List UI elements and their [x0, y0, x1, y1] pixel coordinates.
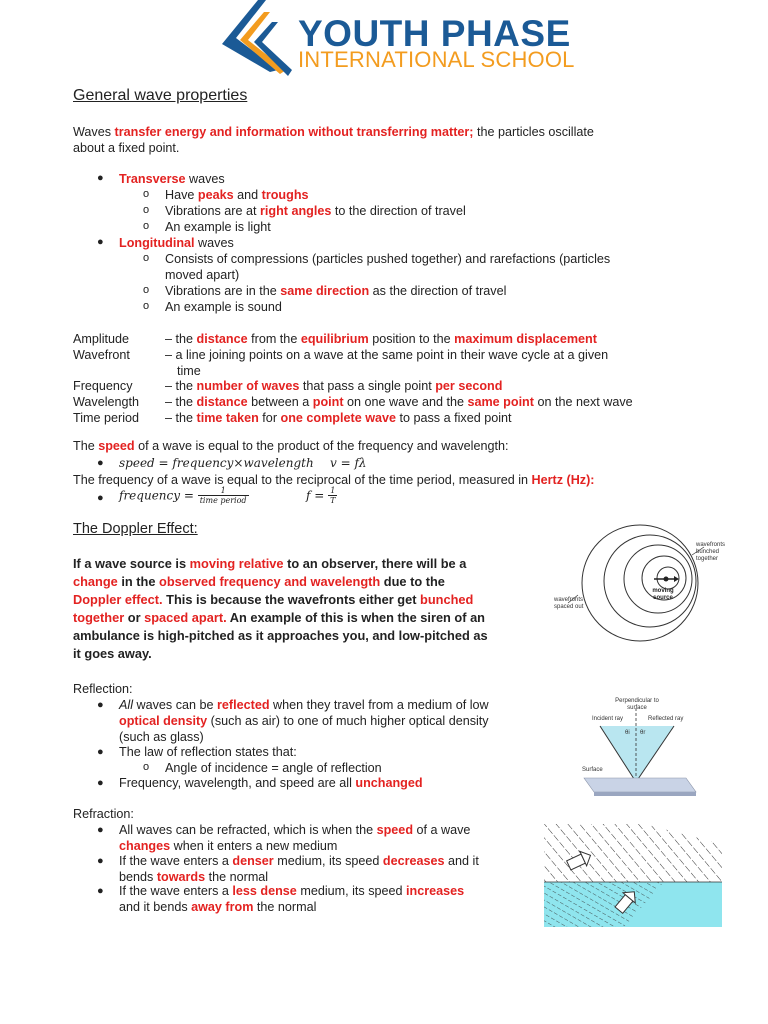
fb3d: increases [406, 884, 465, 898]
rb1b: waves can be [133, 698, 218, 712]
label-surface: Surface [582, 767, 603, 773]
freq-num: 1 [198, 486, 249, 496]
dc: from the [247, 332, 301, 346]
transverse-term: Transverse [119, 172, 186, 186]
dp7: due to the [380, 574, 445, 589]
logo-emblem [218, 0, 302, 80]
dp8: Doppler effect. [73, 592, 163, 607]
sa: The [73, 439, 99, 453]
refraction-diagram [544, 824, 722, 927]
freq-f-den: T [330, 496, 336, 505]
frequency-equation [119, 486, 249, 505]
dp4: change [73, 574, 118, 589]
rb1d: when they travel from a medium of low [269, 698, 489, 712]
freq-fraction [198, 486, 249, 505]
fb2f: bends [119, 870, 157, 884]
fb2g: towards [156, 870, 206, 884]
transverse-item-2 [165, 203, 466, 219]
frequency-equation-symbolic [306, 486, 337, 505]
def-timeperiod-term: Time period [73, 411, 140, 425]
refraction-waves-icon [544, 824, 722, 927]
refraction-item-1b [119, 838, 337, 854]
speed-equation: speed = frequency×wavelength [119, 456, 314, 470]
fb1b: speed [376, 823, 414, 837]
sub-bullet-icon: o [143, 220, 150, 232]
l2a: Vibrations are in the [165, 284, 281, 298]
def-wavefront-desc: – a line joining points on a wave at the same point in their wave cycle at a given [165, 348, 609, 362]
transverse-rest: waves [185, 172, 225, 186]
fb2h: the normal [205, 870, 269, 884]
bullet-icon: ● [97, 492, 104, 504]
t2a: Vibrations are at [165, 204, 260, 218]
reflection-heading: Reflection: [73, 682, 133, 696]
reflection-law: Angle of incidence = angle of reflection [165, 761, 382, 775]
label-theta-r: θr [640, 730, 646, 736]
reflection-item-1b [119, 713, 489, 729]
bullet-icon: ● [97, 855, 104, 867]
intro-highlight: transfer energy and information without transferring matter; [114, 125, 474, 139]
fb2b: denser [232, 854, 274, 868]
dp15: ambulance is high-pitched as it approaches you, and low-pitched as [73, 628, 488, 643]
qb: Hertz (Hz): [531, 473, 595, 487]
qa: The frequency of a wave is equal to the reciprocal of the time period, measured in [73, 473, 532, 487]
fc: that pass a single point [299, 379, 436, 393]
transverse-item-1 [165, 187, 309, 203]
label-reflected-ray: Reflected ray [648, 716, 684, 722]
reflection-item-3 [119, 775, 423, 791]
dp5: in the [117, 574, 160, 589]
refraction-item-2 [119, 853, 479, 869]
t2c: to the direction of travel [331, 204, 466, 218]
sub-bullet-icon: o [143, 300, 150, 312]
doppler-wavefronts-icon [548, 517, 732, 649]
longitudinal-item-1a: Consists of compressions (particles pushed together) and rarefactions (particles [165, 252, 611, 266]
dp11: together [73, 610, 125, 625]
freq-f-fraction [328, 486, 337, 505]
refraction-item-3b [119, 899, 316, 915]
def-wavelength-term: Wavelength [73, 395, 140, 409]
fb1e: when it enters a new medium [170, 839, 338, 853]
def-wavefront-desc-2: time [177, 364, 201, 378]
logo-subtitle: INTERNATIONAL SCHOOL [298, 47, 575, 72]
fb3f: away from [191, 900, 254, 914]
rb1a: All [119, 698, 133, 712]
logo-title: YOUTH PHASE [298, 13, 571, 54]
doppler-heading: The Doppler Effect: [73, 521, 198, 537]
refraction-heading: Refraction: [73, 807, 134, 821]
def-frequency-term: Frequency [73, 379, 133, 393]
dp14: An example of this is when the siren of an [226, 610, 485, 625]
t1b: peaks [197, 188, 234, 202]
wb: distance [196, 395, 248, 409]
intro-line-2: about a fixed point. [73, 141, 180, 155]
freq-f: f = [306, 488, 325, 503]
sub-bullet-icon: o [143, 761, 150, 773]
bullet-icon: ● [97, 885, 104, 897]
sub-bullet-icon: o [143, 284, 150, 296]
sb: speed [98, 439, 135, 453]
longitudinal-item-2 [165, 283, 506, 299]
def-wavelength-desc [165, 394, 633, 410]
dp2: moving relative [189, 556, 284, 571]
freq-den: time period [199, 496, 247, 505]
fb1a: All waves can be refracted, which is when the [119, 823, 377, 837]
bullet-icon: ● [97, 172, 104, 184]
tc: for [258, 411, 281, 425]
dd: equilibrium [300, 332, 369, 346]
wc: between a [247, 395, 313, 409]
longitudinal-item-3: An example is sound [165, 300, 282, 314]
def-amplitude-term: Amplitude [73, 332, 130, 346]
tb: time taken [196, 411, 259, 425]
wa: – the [165, 395, 197, 409]
reflection-item-1 [119, 697, 489, 713]
dp12: or [124, 610, 145, 625]
speed-equation-symbolic: v = fλ [330, 456, 367, 470]
rb1f: (such as air) to one of much higher optical density [207, 714, 489, 728]
rb1c: reflected [217, 698, 270, 712]
intro-text: Waves [73, 125, 115, 139]
fa: – the [165, 379, 197, 393]
transverse-item-3: An example is light [165, 220, 271, 234]
fb1c: of a wave [413, 823, 471, 837]
longitudinal-rest: waves [194, 236, 234, 250]
reflection-diagram [578, 694, 698, 798]
wf: same point [467, 395, 534, 409]
l2b: same direction [280, 284, 370, 298]
bullet-icon: ● [97, 457, 104, 469]
rb3a: Frequency, wavelength, and speed are all [119, 776, 356, 790]
intro-line-1 [73, 124, 594, 140]
we: on one wave and the [343, 395, 468, 409]
label-incident-ray: Incident ray [592, 716, 624, 722]
def-frequency-desc [165, 378, 502, 394]
longitudinal-term: Longitudinal [119, 236, 195, 250]
df: maximum displacement [454, 332, 597, 346]
dp16: it goes away. [73, 646, 152, 661]
t1d: troughs [261, 188, 309, 202]
da: – the [165, 332, 197, 346]
de: position to the [368, 332, 455, 346]
bullet-icon: ● [97, 699, 104, 711]
sc: of a wave is equal to the product of the frequency and wavelength: [134, 439, 509, 453]
page-title: General wave properties [73, 87, 248, 104]
sub-bullet-icon: o [143, 252, 150, 264]
l2c: as the direction of travel [369, 284, 507, 298]
fb: number of waves [196, 379, 300, 393]
transverse-heading [119, 171, 225, 187]
dp13: spaced apart. [144, 610, 227, 625]
fb2e: and it [444, 854, 479, 868]
dp3: to an observer, there will be a [283, 556, 467, 571]
refraction-item-3 [119, 883, 464, 899]
def-wavefront-term: Wavefront [73, 348, 130, 362]
bullet-icon: ● [97, 777, 104, 789]
sub-bullet-icon: o [143, 204, 150, 216]
label-bunched: wavefronts bunched together [696, 542, 726, 562]
t1a: Have [165, 188, 198, 202]
bullet-icon: ● [97, 236, 104, 248]
wd: point [312, 395, 344, 409]
t2b: right angles [259, 204, 332, 218]
reflection-item-2: The law of reflection states that: [119, 745, 297, 759]
fb1d: changes [119, 839, 171, 853]
def-amplitude-desc [165, 331, 597, 347]
label-theta-i: θi [625, 730, 630, 736]
rb3b: unchanged [355, 776, 423, 790]
ta: – the [165, 411, 197, 425]
speed-line [73, 438, 508, 454]
fb2c: medium, its speed [273, 854, 383, 868]
freq-lhs: frequency = [119, 488, 194, 503]
fb3g: the normal [253, 900, 317, 914]
freq-f-num: 1 [328, 486, 337, 496]
dp1: If a wave source is [73, 556, 190, 571]
td: one complete wave [280, 411, 396, 425]
fb2a: If the wave enters a [119, 854, 233, 868]
label-spaced: wavefronts spaced out [554, 597, 584, 610]
doppler-paragraph [73, 555, 538, 663]
sub-bullet-icon: o [143, 188, 150, 200]
wg: on the next wave [533, 395, 633, 409]
longitudinal-item-1b: moved apart) [165, 268, 240, 282]
def-timeperiod-desc [165, 410, 512, 426]
reflection-item-1c: (such as glass) [119, 730, 204, 744]
t1c: and [233, 188, 262, 202]
rb1e: optical density [119, 714, 208, 728]
fb3c: medium, its speed [296, 884, 407, 898]
dp9: This is because the wavefronts either get [162, 592, 421, 607]
te: to pass a fixed point [396, 411, 512, 425]
dp6: observed frequency and wavelength [159, 574, 381, 589]
label-perpendicular: Perpendicular to surface [615, 698, 659, 711]
fb3b: less dense [232, 884, 297, 898]
longitudinal-heading [119, 235, 234, 251]
doppler-diagram [548, 517, 732, 649]
bullet-icon: ● [97, 824, 104, 836]
fb3e: and it bends [119, 900, 192, 914]
bullet-icon: ● [97, 746, 104, 758]
fb3a: If the wave enters a [119, 884, 233, 898]
refraction-item-1 [119, 822, 470, 838]
db: distance [196, 332, 248, 346]
dp10: bunched [420, 592, 474, 607]
intro-text-2: the particles oscillate [473, 125, 594, 139]
fb2d: decreases [382, 854, 445, 868]
label-moving-source: moving source [652, 588, 674, 601]
fd: per second [435, 379, 503, 393]
